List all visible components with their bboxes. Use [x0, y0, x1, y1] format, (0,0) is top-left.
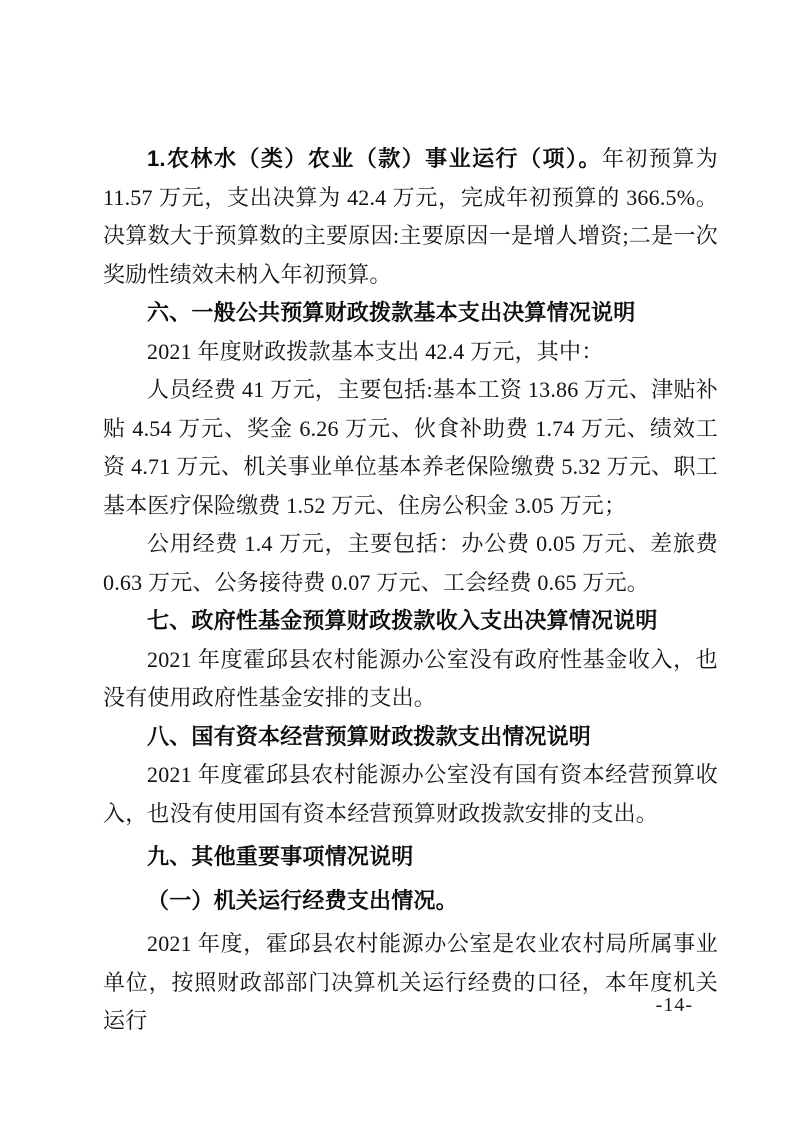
heading-section-8: 八、国有资本经营预算财政拨款支出情况说明	[147, 723, 592, 749]
heading-section-7: 七、政府性基金预算财政拨款收入支出决算情况说明	[147, 608, 658, 633]
page-number: -14-	[655, 994, 693, 1016]
heading-section-9: 九、其他重要事项情况说明	[147, 844, 414, 869]
para-public-funds: 公用经费 1.4 万元，主要包括：办公费 0.05 万元、差旅费 0.63 万元、公务接待费 0.07 万元、工会经费 0.65 万元。	[103, 531, 718, 595]
para-basic-expenditure-total: 2021 年度财政拨款基本支出 42.4 万元，其中：	[147, 338, 604, 364]
heading-section-9-sub-1: （一）机关运行经费支出情况。	[147, 887, 458, 913]
subitem-title: 1.农林水（类）农业（款）事业运行（项）。	[147, 146, 602, 171]
heading-section-6: 六、一般公共预算财政拨款基本支出决算情况说明	[147, 300, 636, 325]
para-state-capital: 2021 年度霍邱县农村能源办公室没有国有资本经营预算收入，也没有使用国有资本经营预算财政拨款安排的支出。	[103, 762, 718, 826]
document-body	[103, 140, 718, 1041]
para-personnel-funds: 人员经费 41 万元，主要包括:基本工资 13.86 万元、津贴补贴 4.54 万元、奖金 6.26 万元、伙食补助费 1.74 万元、绩效工资 4.71 万元、机关事业单位基本养老保险缴费 5.32 万元、职工基本医疗保险缴费 1.52 万元、住房公积金 3.05 万元；	[103, 377, 718, 518]
para-government-fund: 2021 年度霍邱县农村能源办公室没有政府性基金收入，也没有使用政府性基金安排的支出。	[103, 646, 718, 710]
subitem-body: 年初预算为 11.57 万元，支出决算为 42.4 万元，完成年初预算的 366.5%。决算数大于预算数的主要原因:主要原因一是增人增资;二是一次奖励性绩效未枘入年初预算。	[103, 146, 718, 287]
para-subitem-agriculture	[103, 140, 718, 294]
para-operating-expenses: 2021 年度，霍邱县农村能源办公室是农业农村局所属事业单位，按照财政部部门决算机关运行经费的口径，本年度机关运行	[103, 931, 718, 1033]
